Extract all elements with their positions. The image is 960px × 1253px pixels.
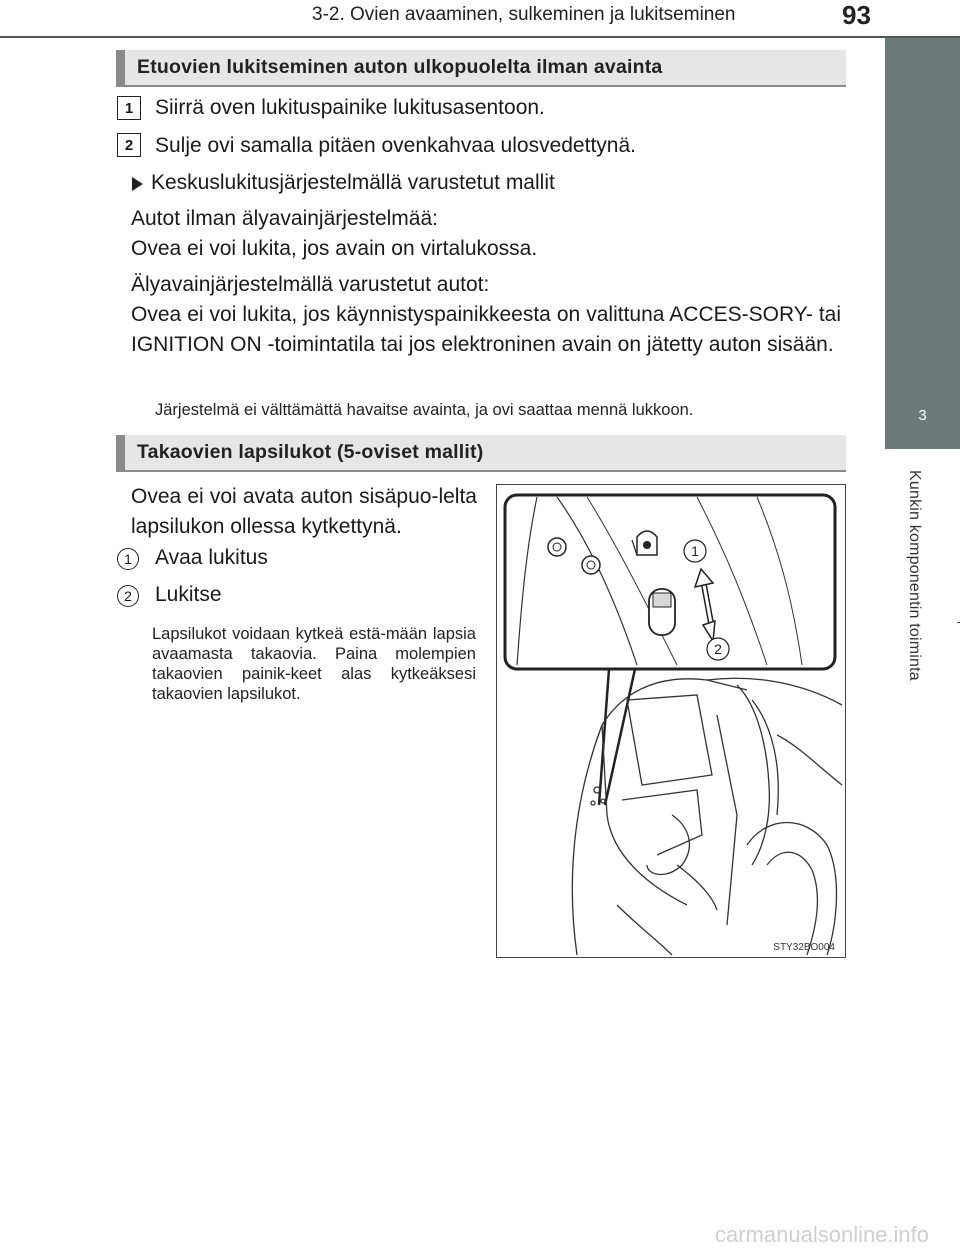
paragraph-line: Älyavainjärjestelmällä varustetut autot: xyxy=(131,273,490,296)
note-text: Järjestelmä ei välttämättä havaitse avainta, ja ovi saattaa mennä lukkoon. xyxy=(155,401,694,419)
step-text-1: Siirrä oven lukituspainike lukitusasentoon. xyxy=(155,96,545,119)
paragraph-body: Ovea ei voi lukita, jos käynnistyspainikkeesta on valittuna ACCES-SORY- tai IGNITION ON -toimintatila tai jos elektroninen avain on jätetty auton sisään. xyxy=(131,303,841,356)
child-lock-illustration xyxy=(496,484,846,958)
section-title: Takaovien lapsilukot (5-oviset mallit) xyxy=(137,441,484,463)
running-header: 3-2. Ovien avaaminen, sulkeminen ja lukitseminen xyxy=(312,4,736,25)
paragraph-line: Ovea ei voi lukita, jos avain on virtalukossa. xyxy=(131,237,538,260)
section-title: Etuovien lukitseminen auton ulkopuolelta ilman avainta xyxy=(137,56,663,78)
watermark: carmanualsonline.info xyxy=(715,1222,930,1247)
step-number-2: 2 xyxy=(117,133,141,157)
paragraph-line: Autot ilman älyavainjärjestelmää: xyxy=(131,207,438,230)
figure-code: STY32BO004 xyxy=(773,942,835,953)
item-text-1: Avaa lukitus xyxy=(155,546,268,569)
header-rule xyxy=(0,36,960,38)
item-text-2: Lukitse xyxy=(155,583,222,606)
step-number-1: 1 xyxy=(117,96,141,120)
page-number: 93 xyxy=(842,0,871,30)
note-text: Lapsilukot voidaan kytkeä estä-mään lapsia avaamasta takaovia. Paina molempien takaovien painik-keet alas kytkeäksesi takaovien lapsilukot. xyxy=(152,625,476,703)
callout-1: 1 xyxy=(691,543,699,559)
section-header-front-doors xyxy=(116,50,846,87)
step-text-2: Sulje ovi samalla pitäen ovenkahvaa ulosvedettynä. xyxy=(155,134,636,157)
section-header-bar xyxy=(116,50,125,85)
side-tab-strip xyxy=(885,38,960,381)
item-number-2: 2 xyxy=(117,585,139,607)
subhead: Keskuslukitusjärjestelmällä varustetut mallit xyxy=(151,171,555,194)
chapter-label: Kunkin komponentin toiminta xyxy=(906,470,923,681)
car-rear-door-drawing xyxy=(572,678,842,955)
section-header-child-locks xyxy=(116,435,846,472)
triangle-bullet-icon xyxy=(132,177,143,191)
item-number-1: 1 xyxy=(117,548,139,570)
paragraph-body: Ovea ei voi avata auton sisäpuo-lelta lapsilukon ollessa kytkettynä. xyxy=(131,485,477,538)
chapter-tab: 3 xyxy=(885,381,960,449)
section-header-bar xyxy=(116,435,125,470)
callout-2: 2 xyxy=(714,641,722,657)
door-illustration-svg xyxy=(497,485,846,958)
